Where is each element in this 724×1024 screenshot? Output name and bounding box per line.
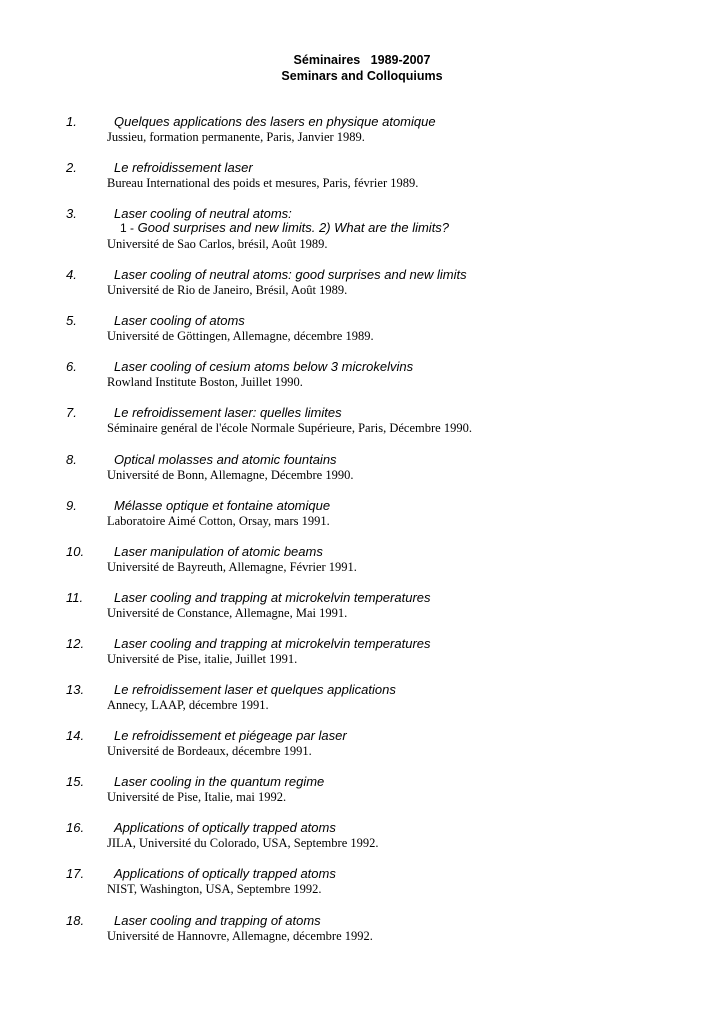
entry-title: Laser manipulation of atomic beams: [114, 543, 323, 559]
seminar-entry: [0, 313, 724, 359]
entry-title: Le refroidissement laser et quelques applications: [114, 682, 396, 698]
entry-venue: Université de Pise, Italie, mai 1992.: [107, 790, 287, 805]
entry-title: Le refroidissement et piégeage par laser: [114, 728, 347, 744]
entry-venue: JILA, Université du Colorado, USA, Septembre 1992.: [107, 836, 379, 851]
entry-title: Laser cooling of cesium atoms below 3 microkelvins: [114, 359, 414, 375]
entry-title: Le refroidissement laser: quelles limites: [114, 405, 342, 421]
entry-number: 4.: [66, 267, 77, 283]
seminar-entry: [0, 913, 724, 959]
entry-number: 5.: [66, 313, 77, 329]
entry-venue: Jussieu, formation permanente, Paris, Janvier 1989.: [107, 130, 365, 144]
document-subtitle: Seminars and Colloquiums: [281, 69, 443, 83]
entry-title: Laser cooling of neutral atoms: good surprises and new limits: [114, 267, 467, 283]
seminar-entry: [0, 774, 724, 820]
entry-subtitle-number: 1 -: [120, 221, 135, 236]
seminar-entry: [0, 820, 724, 866]
entry-venue: Université de Göttingen, Allemagne, décembre 1989.: [107, 329, 374, 344]
entry-venue: Rowland Institute Boston, Juillet 1990.: [107, 375, 303, 390]
entry-number: 14.: [66, 728, 85, 744]
seminar-list: [0, 114, 724, 959]
entry-subtitle: [120, 220, 449, 236]
seminar-entry: [0, 636, 724, 682]
entry-title: Laser cooling and trapping at microkelvin temperatures: [114, 635, 431, 651]
entry-venue: Université de Bayreuth, Allemagne, Février 1991.: [107, 559, 357, 574]
seminar-entry: [0, 866, 724, 912]
seminar-entry: [0, 267, 724, 313]
entry-number: 17.: [66, 866, 85, 882]
entry-title: Mélasse optique et fontaine atomique: [114, 497, 331, 513]
entry-number: 11.: [66, 589, 84, 605]
seminar-entry: [0, 452, 724, 498]
entry-venue: Université de Bordeaux, décembre 1991.: [107, 744, 312, 759]
entry-venue: Université de Bonn, Allemagne, Décembre 1990.: [107, 467, 354, 482]
entry-title: Quelques applications des lasers en physique atomique: [114, 114, 436, 129]
entry-title: Optical molasses and atomic fountains: [114, 451, 337, 467]
document-title: Séminaires 1989-2007: [293, 53, 431, 67]
seminar-entry: [0, 544, 724, 590]
entry-venue: Laboratoire Aimé Cotton, Orsay, mars 1991.: [107, 513, 330, 528]
seminar-entry: [0, 728, 724, 774]
entry-venue: Université de Rio de Janeiro, Brésil, Août 1989.: [107, 283, 348, 298]
entry-venue: Université de Hannovre, Allemagne, décembre 1992.: [107, 928, 373, 943]
entry-venue: NIST, Washington, USA, Septembre 1992.: [107, 882, 322, 897]
seminar-entry: [0, 359, 724, 405]
seminar-entry: [0, 682, 724, 728]
seminar-entry: [0, 206, 724, 267]
entry-venue: Université de Constance, Allemagne, Mai 1991.: [107, 605, 348, 620]
entry-number: 18.: [66, 912, 85, 928]
entry-number: 3.: [66, 206, 77, 222]
seminar-entry: [0, 590, 724, 636]
entry-number: 12.: [66, 635, 85, 651]
entry-number: 2.: [66, 160, 77, 176]
seminar-entry: [0, 114, 724, 160]
entry-title: Applications of optically trapped atoms: [114, 820, 336, 836]
document-header: [0, 52, 724, 84]
entry-subtitle-text: Good surprises and new limits. 2) What are the limits?: [137, 220, 450, 236]
entry-venue: Université de Pise, italie, Juillet 1991.: [107, 651, 298, 666]
entry-title: Laser cooling in the quantum regime: [114, 774, 325, 790]
entry-number: 15.: [66, 774, 85, 790]
entry-number: 10.: [66, 543, 85, 559]
entry-venue: Bureau International des poids et mesures, Paris, février 1989.: [107, 176, 419, 191]
entry-number: 13.: [66, 682, 85, 698]
entry-title: Laser cooling of atoms: [114, 313, 245, 329]
entry-title: Laser cooling and trapping of atoms: [114, 912, 321, 928]
entry-number: 7.: [66, 405, 77, 421]
seminar-entry: [0, 405, 724, 451]
entry-number: 16.: [66, 820, 85, 836]
entry-number: 8.: [66, 451, 77, 467]
entry-title: Le refroidissement laser: [114, 160, 253, 176]
entry-number: 9.: [66, 497, 77, 513]
entry-number: 1.: [66, 114, 77, 129]
entry-venue: Université de Sao Carlos, brésil, Août 1989.: [107, 237, 328, 252]
entry-number: 6.: [66, 359, 77, 375]
entry-venue: Annecy, LAAP, décembre 1991.: [107, 698, 269, 713]
entry-title: Laser cooling of neutral atoms:: [114, 206, 292, 222]
entry-title: Laser cooling and trapping at microkelvin temperatures: [114, 589, 431, 605]
entry-venue: Séminaire genéral de l'école Normale Supérieure, Paris, Décembre 1990.: [107, 421, 472, 436]
seminar-entry: [0, 160, 724, 206]
entry-title: Applications of optically trapped atoms: [114, 866, 336, 882]
seminar-entry: [0, 498, 724, 544]
